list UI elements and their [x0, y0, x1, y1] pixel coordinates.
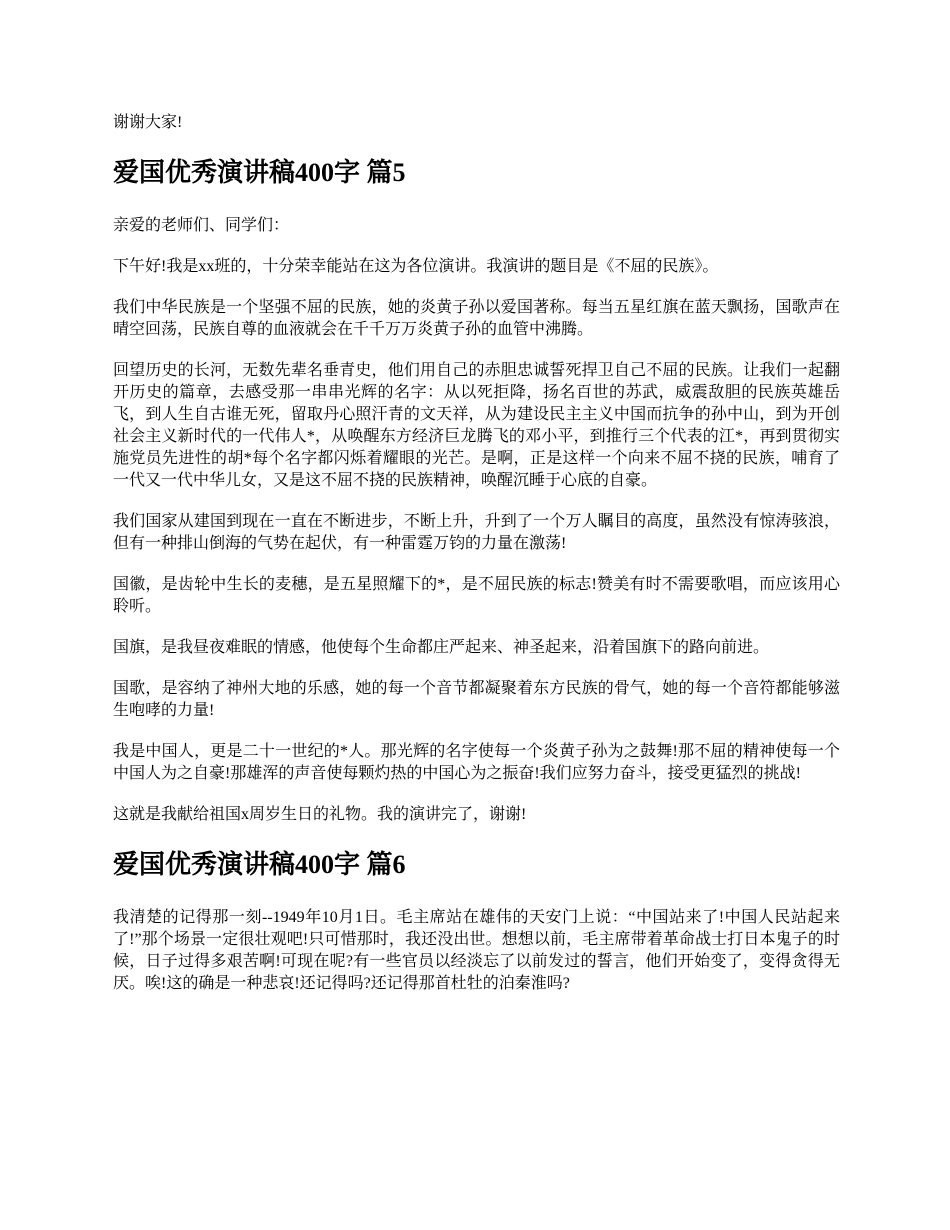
paragraph: 国歌，是容纳了神州大地的乐感，她的每一个音节都凝聚着东方民族的骨气，她的每一个音符都能够滋生咆哮的力量!: [113, 680, 840, 719]
paragraph: 下午好!我是xx班的，十分荣幸能站在这为各位演讲。我演讲的题目是《不屈的民族》。: [113, 258, 719, 275]
paragraph: 国徽，是齿轮中生长的麦穗，是五星照耀下的*，是不屈民族的标志!赞美有时不需要歌唱，而应该用心聆听。: [113, 576, 840, 615]
section-title-5: 爱国优秀演讲稿400字 篇5: [113, 158, 406, 187]
paragraph: 这就是我献给祖国x周岁生日的礼物。我的演讲完了，谢谢!: [113, 806, 527, 823]
paragraph: 我们中华民族是一个坚强不屈的民族，她的炎黄子孙以爱国著称。每当五星红旗在蓝天飘扬，国歌声在晴空回荡，民族自尊的血液就会在千千万万炎黄子孙的血管中沸腾。: [113, 299, 840, 338]
paragraph: 亲爱的老师们、同学们：: [113, 217, 290, 234]
paragraph: 国旗，是我昼夜难眠的情感，他使每个生命都庄严起来、神圣起来，沿着国旗下的路向前进。: [113, 639, 770, 656]
paragraph: 回望历史的长河，无数先辈名垂青史，他们用自己的赤胆忠诚誓死捍卫自己不屈的民族。让我们一起翻开历史的篇章，去感受那一串串光辉的名字：从以死拒降，扬名百世的苏武，威震敌胆的民族英雄岳飞，到人生自古谁无死，留取丹心照汗青的文天祥，从为建设民主主义中国而抗争的孙中山，到为开创社会主义新时代的一代伟人*，从唤醒东方经济巨龙腾飞的邓小平，到推行三个代表的江*，再到贯彻实施党员先进性的胡*每个名字都闪烁着耀眼的光芒。是啊，正是这样一个向来不屈不挠的民族，哺育了一代又一代中华儿女，又是这不屈不挠的民族精神，唤醒沉睡于心底的自豪。: [113, 362, 840, 489]
section-title-6: 爱国优秀演讲稿400字 篇6: [113, 850, 406, 879]
paragraph: 我清楚的记得那一刻--1949年10月1日。毛主席站在雄伟的天安门上说：“中国站来了!中国人民站起来了!”那个场景一定很壮观吧!只可惜那时，我还没出世。想想以前，毛主席带着革命战士打日本鬼子的时候，日子过得多艰苦啊!可现在呢?有一些官员以经淡忘了以前发过的誓言，他们开始变了，变得贪得无厌。唉!这的确是一种悲哀!还记得吗?还记得那首杜牡的泊秦淮吗?: [113, 909, 840, 992]
paragraph: 我们国家从建国到现在一直在不断进步，不断上升，升到了一个万人瞩目的高度，虽然没有惊涛骇浪，但有一种排山倒海的气势在起伏，有一种雷霆万钧的力量在激荡!: [113, 513, 840, 552]
document-page: [113, 112, 840, 1014]
closing-thanks: 谢谢大家!: [113, 114, 183, 131]
paragraph: 我是中国人，更是二十一世纪的*人。那光辉的名字使每一个炎黄子孙为之鼓舞!那不屈的精神使每一个中国人为之自豪!那雄浑的声音使每颗灼热的中国心为之振奋!我们应努力奋斗，接受更猛烈的挑战!: [113, 743, 840, 782]
